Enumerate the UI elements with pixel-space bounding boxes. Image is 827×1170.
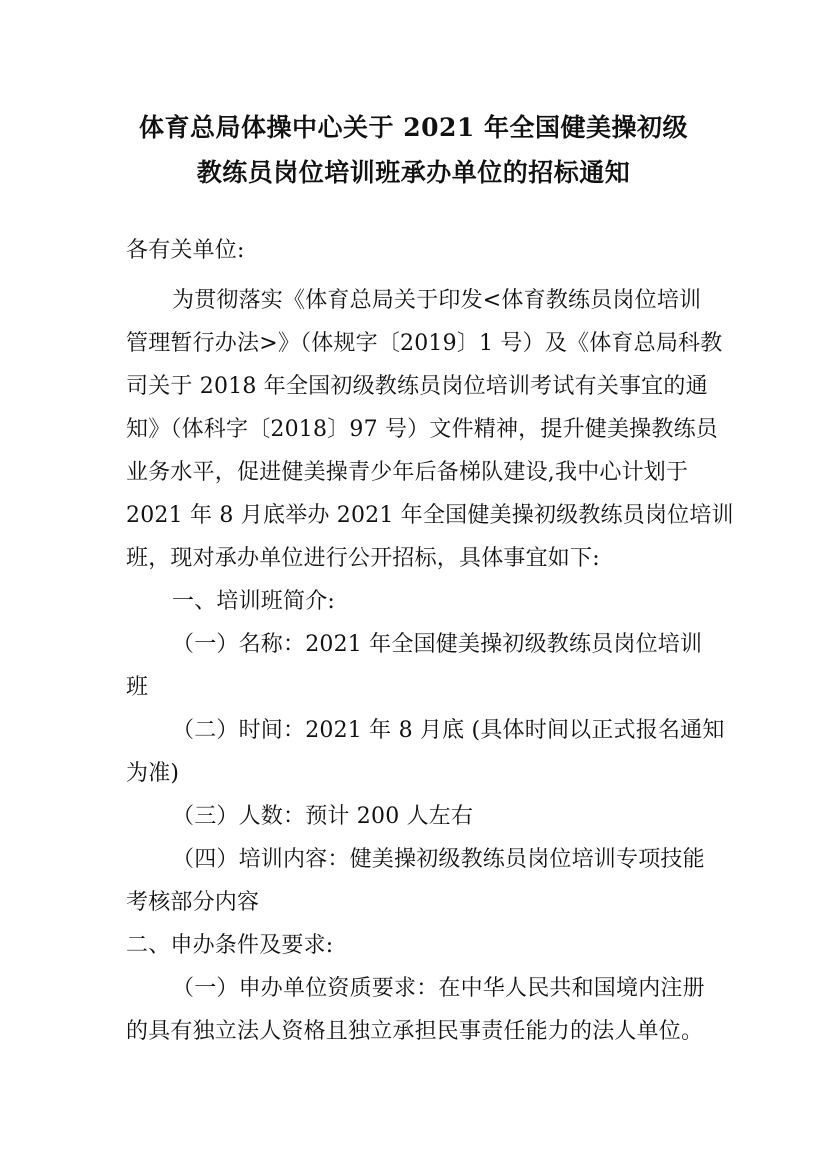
body-line: （二）时间：2021 年 8 月底 (具体时间以正式报名通知	[172, 718, 725, 743]
salutation: 各有关单位:	[126, 238, 245, 263]
body-line: 的具有独立法人资格且独立承担民事责任能力的法人单位。	[126, 1019, 704, 1044]
body-line: 业务水平，促进健美操青少年后备梯队建设,我中心计划于	[126, 460, 689, 485]
body-line: （一）名称：2021 年全国健美操初级教练员岗位培训	[172, 632, 703, 657]
body-line: 知》（体科字〔2018〕97 号）文件精神，提升健美操教练员	[126, 417, 718, 442]
document-title-line-2: 教练员岗位培训班承办单位的招标通知	[196, 158, 631, 187]
body-line: 班，现对承办单位进行公开招标，具体事宜如下:	[126, 546, 600, 571]
body-line: （三）人数：预计 200 人左右	[172, 804, 474, 829]
body-line: 为贯彻落实《体育总局关于印发<体育教练员岗位培训	[172, 288, 702, 313]
body-line: 2021 年 8 月底举办 2021 年全国健美操初级教练员岗位培训	[126, 503, 734, 528]
body-line: 司关于 2018 年全国初级教练员岗位培训考试有关事宜的通	[126, 374, 708, 399]
body-line: （四）培训内容：健美操初级教练员岗位培训专项技能	[172, 847, 705, 872]
document-title-line-1: 体育总局体操中心关于 2021 年全国健美操初级	[139, 113, 688, 142]
section-heading-1: 一、培训班简介:	[172, 589, 336, 614]
body-line: （一）申办单位资质要求：在中华人民共和国境内注册	[172, 976, 705, 1001]
body-line: 班	[126, 675, 149, 700]
body-line: 考核部分内容	[126, 890, 260, 915]
section-heading-2: 二、申办条件及要求:	[126, 933, 334, 958]
body-line: 为准)	[126, 761, 180, 786]
body-line: 管理暂行办法>》（体规字〔2019〕1 号）及《体育总局科教	[126, 331, 723, 356]
